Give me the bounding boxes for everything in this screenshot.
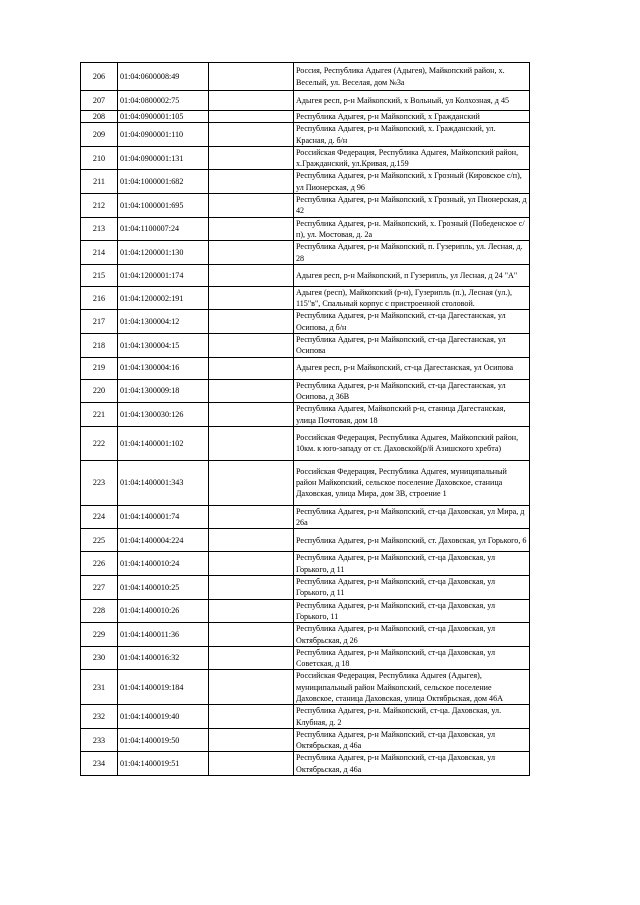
- address: Российская Федерация, Республика Адыгея (Адыгея), муниципальный район Майкопский, сельское поселение Даховское, станица Даховская, улица Октябрьская, дом 46А: [294, 670, 530, 705]
- cadastral-number: 01:04:1000001:682: [118, 170, 209, 194]
- address: Адыгея респ, р-н Майкопский, х Вольный, ул Колхозная, д 45: [294, 91, 530, 111]
- address: Российская Федерация, Республика Адыгея, Майкопский район, х.Гражданский, ул.Кривая, д.159: [294, 146, 530, 170]
- cadastral-number: 01:04:1400011:36: [118, 623, 209, 647]
- empty-cell: [209, 63, 294, 91]
- row-number: 210: [81, 146, 118, 170]
- empty-cell: [209, 646, 294, 670]
- address: Республика Адыгея, р-н Майкопский, ст-ца Даховская, ул Мира, д 26а: [294, 505, 530, 529]
- cadastral-number: 01:04:1400019:40: [118, 705, 209, 729]
- row-number: 217: [81, 310, 118, 334]
- table-row: [81, 146, 530, 170]
- cadastral-number: 01:04:1200001:174: [118, 264, 209, 286]
- row-number: 212: [81, 194, 118, 218]
- row-number: 215: [81, 264, 118, 286]
- cadastral-number: 01:04:1300009:18: [118, 379, 209, 403]
- address: Республика Адыгея, р-н Майкопский, ст-ца Даховская, ул Советская, д 18: [294, 646, 530, 670]
- empty-cell: [209, 460, 294, 505]
- table-row: [81, 63, 530, 91]
- table-row: [81, 728, 530, 752]
- cadastral-number: 01:04:1400016:32: [118, 646, 209, 670]
- row-number: 233: [81, 728, 118, 752]
- address: Республика Адыгея, р-н Майкопский, х Гражданский: [294, 111, 530, 123]
- empty-cell: [209, 170, 294, 194]
- table-row: [81, 194, 530, 218]
- empty-cell: [209, 705, 294, 729]
- empty-cell: [209, 111, 294, 123]
- empty-cell: [209, 505, 294, 529]
- table-row: [81, 623, 530, 647]
- table-row: [81, 576, 530, 600]
- cadastral-number: 01:04:1400001:343: [118, 460, 209, 505]
- document-page: [80, 62, 529, 776]
- cadastral-number: 01:04:1100007:24: [118, 217, 209, 241]
- row-number: 228: [81, 599, 118, 623]
- address: Республика Адыгея, р-н Майкопский, п. Гузерипль, ул. Лесная, д. 28: [294, 241, 530, 265]
- empty-cell: [209, 599, 294, 623]
- registry-table: [80, 62, 530, 776]
- table-row: [81, 111, 530, 123]
- row-number: 226: [81, 552, 118, 576]
- row-number: 211: [81, 170, 118, 194]
- row-number: 208: [81, 111, 118, 123]
- table-row: [81, 670, 530, 705]
- table-row: [81, 334, 530, 358]
- row-number: 213: [81, 217, 118, 241]
- row-number: 234: [81, 752, 118, 776]
- address: Республика Адыгея, Майкопский р-н, станица Дагестанская, улица Почтовая, дом 18: [294, 403, 530, 427]
- cadastral-number: 01:04:0900001:110: [118, 123, 209, 147]
- row-number: 216: [81, 286, 118, 310]
- empty-cell: [209, 403, 294, 427]
- table-row: [81, 286, 530, 310]
- table-row: [81, 170, 530, 194]
- row-number: 214: [81, 241, 118, 265]
- empty-cell: [209, 217, 294, 241]
- row-number: 221: [81, 403, 118, 427]
- empty-cell: [209, 670, 294, 705]
- address: Адыгея респ, р-н Майкопский, ст-ца Дагестанская, ул Осипова: [294, 357, 530, 379]
- address: Адыгея респ, р-н Майкопский, п Гузерипль, ул Лесная, д 24 "А": [294, 264, 530, 286]
- cadastral-number: 01:04:1300004:16: [118, 357, 209, 379]
- cadastral-number: 01:04:1400004:224: [118, 529, 209, 552]
- cadastral-number: 01:04:1400019:184: [118, 670, 209, 705]
- cadastral-number: 01:04:1300030:126: [118, 403, 209, 427]
- table-row: [81, 552, 530, 576]
- address: Российская Федерация, Республика Адыгея, муниципальный район Майкопский, сельское поселение Даховское, станица Даховская, улица Мира, дом 3В, строение 1: [294, 460, 530, 505]
- cadastral-number: 01:04:1300004:15: [118, 334, 209, 358]
- empty-cell: [209, 623, 294, 647]
- address: Республика Адыгея, р-н Майкопский, ст-ца Дагестанская, ул Осипова: [294, 334, 530, 358]
- address: Россия, Республика Адыгея (Адыгея), Майкопский район, х. Веселый, ул. Веселая, дом №3а: [294, 63, 530, 91]
- row-number: 227: [81, 576, 118, 600]
- table-row: [81, 529, 530, 552]
- empty-cell: [209, 123, 294, 147]
- table-row: [81, 460, 530, 505]
- address: Республика Адыгея, р-н Майкопский, ст-ца Даховская, ул Горького, 11: [294, 599, 530, 623]
- address: Республика Адыгея, р-н Майкопский, ст-ца Дагестанская, ул Осипова, д б/н: [294, 310, 530, 334]
- empty-cell: [209, 146, 294, 170]
- row-number: 223: [81, 460, 118, 505]
- address: Республика Адыгея, р-н Майкопский, ст-ца Даховская, ул Октябрьская, д 46а: [294, 752, 530, 776]
- address: Республика Адыгея, р-н Майкопский, х Грозный (Кировское с/п), ул Пионерская, д 96: [294, 170, 530, 194]
- row-number: 218: [81, 334, 118, 358]
- empty-cell: [209, 91, 294, 111]
- empty-cell: [209, 357, 294, 379]
- address: Республика Адыгея, р-н Майкопский, ст-ца Даховская, ул Октябрьская, д 26: [294, 623, 530, 647]
- cadastral-number: 01:04:1400019:50: [118, 728, 209, 752]
- address: Республика Адыгея, р-н Майкопский, х Грозный, ул Пионерская, д 42: [294, 194, 530, 218]
- empty-cell: [209, 552, 294, 576]
- address: Республика Адыгея, р-н Майкопский, ст-ца Даховская, ул Октябрьская, д 46а: [294, 728, 530, 752]
- address: Республика Адыгея, р-н Майкопский, ст-ца Дагестанская, ул Осипова, д 36В: [294, 379, 530, 403]
- empty-cell: [209, 310, 294, 334]
- empty-cell: [209, 426, 294, 460]
- table-row: [81, 310, 530, 334]
- address: Российская Федерация, Республика Адыгея, Майкопский район, 10км. к юго-западу от ст. Даховской(р/й Азишского хребта): [294, 426, 530, 460]
- cadastral-number: 01:04:1400010:26: [118, 599, 209, 623]
- empty-cell: [209, 379, 294, 403]
- row-number: 219: [81, 357, 118, 379]
- table-row: [81, 752, 530, 776]
- empty-cell: [209, 576, 294, 600]
- table-row: [81, 403, 530, 427]
- cadastral-number: 01:04:1400010:25: [118, 576, 209, 600]
- row-number: 225: [81, 529, 118, 552]
- cadastral-number: 01:04:0900001:131: [118, 146, 209, 170]
- cadastral-number: 01:04:0600008:49: [118, 63, 209, 91]
- address: Республика Адыгея, р-н Майкопский, ст-ца Даховская, ул Горького, д 11: [294, 576, 530, 600]
- empty-cell: [209, 728, 294, 752]
- cadastral-number: 01:04:1400019:51: [118, 752, 209, 776]
- table-row: [81, 241, 530, 265]
- address: Республика Адыгея, р-н Майкопский, ст. Даховская, ул Горького, 6: [294, 529, 530, 552]
- table-row: [81, 379, 530, 403]
- cadastral-number: 01:04:1400001:102: [118, 426, 209, 460]
- row-number: 206: [81, 63, 118, 91]
- row-number: 231: [81, 670, 118, 705]
- row-number: 232: [81, 705, 118, 729]
- table-row: [81, 91, 530, 111]
- address: Республика Адыгея, р-н. Майкопский, ст-ца. Даховская, ул. Клубная, д. 2: [294, 705, 530, 729]
- cadastral-number: 01:04:1200001:130: [118, 241, 209, 265]
- row-number: 229: [81, 623, 118, 647]
- cadastral-number: 01:04:1400010:24: [118, 552, 209, 576]
- address: Республика Адыгея, р-н. Майкопский, х. Грозный (Победенское с/п), ул. Мостовая, д. 2а: [294, 217, 530, 241]
- cadastral-number: 01:04:0900001:105: [118, 111, 209, 123]
- row-number: 230: [81, 646, 118, 670]
- table-row: [81, 123, 530, 147]
- empty-cell: [209, 334, 294, 358]
- cadastral-number: 01:04:1400001:74: [118, 505, 209, 529]
- row-number: 222: [81, 426, 118, 460]
- row-number: 220: [81, 379, 118, 403]
- table-row: [81, 705, 530, 729]
- empty-cell: [209, 264, 294, 286]
- table-row: [81, 357, 530, 379]
- address: Адыгея (респ), Майкопский (р-н), Гузерипль (п.), Лесная (ул.), 115"в", Спальный корпус с пристроенной столовой.: [294, 286, 530, 310]
- registry-table-body: [81, 63, 530, 776]
- table-row: [81, 217, 530, 241]
- row-number: 209: [81, 123, 118, 147]
- cadastral-number: 01:04:0800002:75: [118, 91, 209, 111]
- table-row: [81, 599, 530, 623]
- empty-cell: [209, 752, 294, 776]
- address: Республика Адыгея, р-н Майкопский, ст-ца Даховская, ул Горького, д 11: [294, 552, 530, 576]
- empty-cell: [209, 241, 294, 265]
- cadastral-number: 01:04:1300004:12: [118, 310, 209, 334]
- address: Республика Адыгея, р-н Майкопский, х. Гражданский, ул. Красная, д. б/н: [294, 123, 530, 147]
- table-row: [81, 646, 530, 670]
- table-row: [81, 505, 530, 529]
- empty-cell: [209, 529, 294, 552]
- cadastral-number: 01:04:1200002:191: [118, 286, 209, 310]
- table-row: [81, 426, 530, 460]
- row-number: 224: [81, 505, 118, 529]
- empty-cell: [209, 194, 294, 218]
- table-row: [81, 264, 530, 286]
- row-number: 207: [81, 91, 118, 111]
- empty-cell: [209, 286, 294, 310]
- cadastral-number: 01:04:1000001:695: [118, 194, 209, 218]
